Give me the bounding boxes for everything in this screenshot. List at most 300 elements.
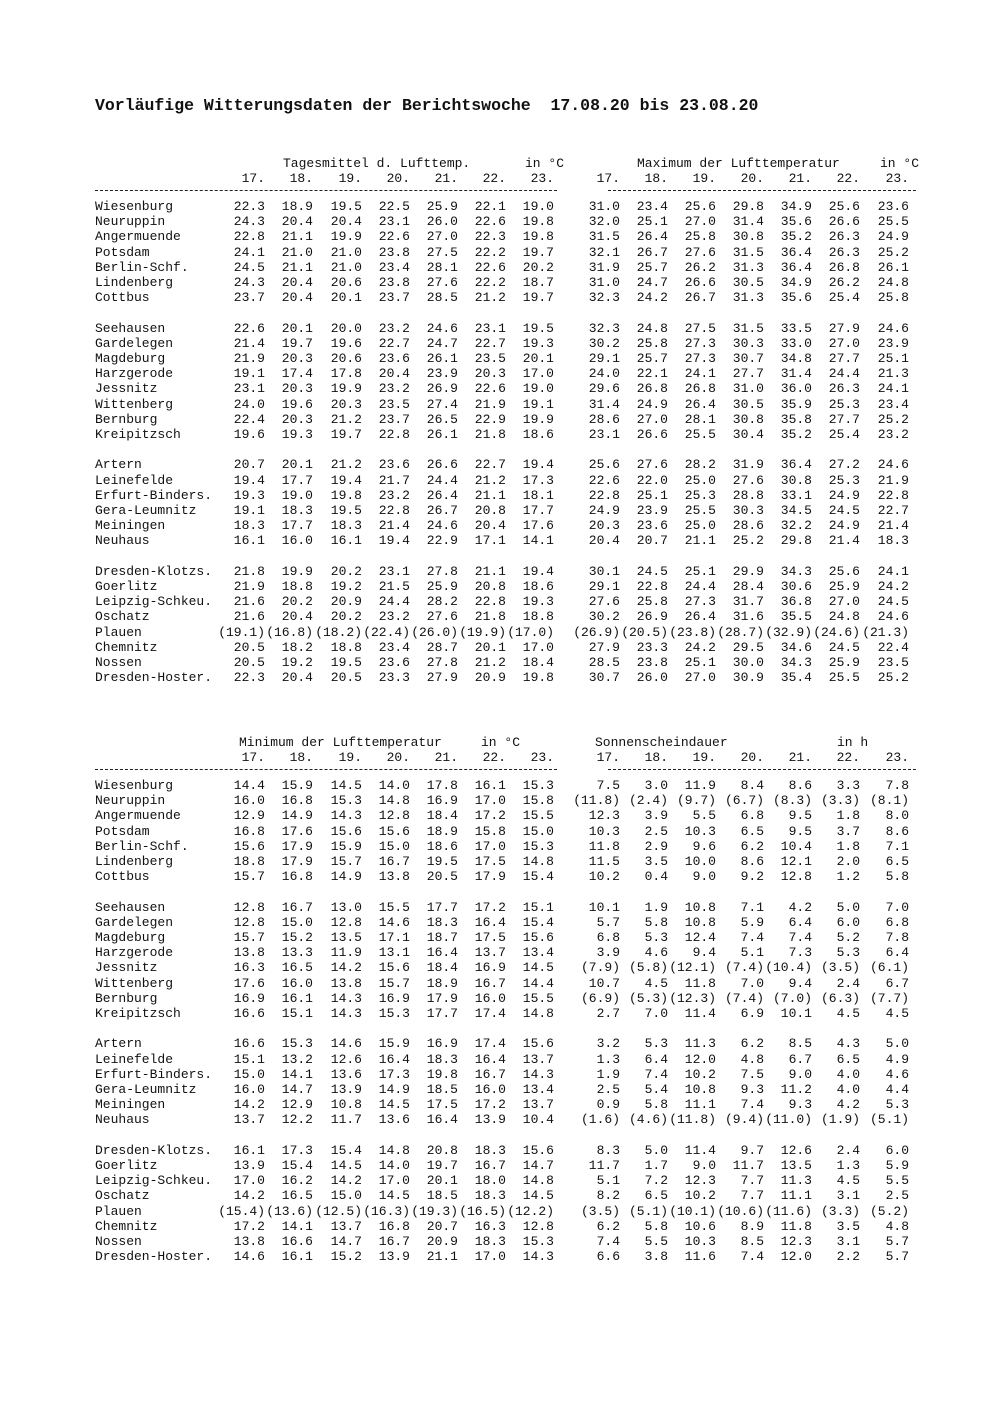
sun-value: 6.2 [740,838,764,854]
sun-value: 9.3 [740,1082,764,1097]
max-value: 26.0 [636,670,668,686]
station-name: Leinefelde [95,1051,174,1067]
min-value: 15.1 [522,899,554,915]
mean-value: 21.2 [474,290,506,306]
mean-value: 22.3 [474,229,506,245]
mean-value: 24.3 [233,275,265,290]
max-value: 35.9 [780,396,812,412]
max-value: 27.6 [588,594,620,610]
mean-value: 18.3 [281,503,313,518]
max-value: 24.8 [828,609,860,625]
mean-value: 19.7 [522,290,554,306]
max-value: 30.4 [732,427,764,442]
min-value: 17.9 [426,990,458,1006]
mean-value: 20.1 [522,351,554,366]
max-value: 30.0 [732,655,764,670]
sun-value: (10.4) [765,960,812,976]
mean-day-header: 22. [482,171,506,186]
mean-value: 24.3 [233,214,265,230]
sun-value: (3.3) [820,793,860,809]
mean-value: 20.6 [330,275,362,290]
mean-value: 22.6 [378,229,410,245]
max-value: 27.0 [828,594,860,610]
max-value: 24.1 [684,366,716,382]
mean-value: 21.5 [378,579,410,594]
min-value: 13.4 [522,945,554,961]
min-value: 14.3 [330,1006,362,1021]
min-value: (12.5) [315,1203,362,1219]
sun-value: 11.7 [588,1158,620,1173]
sun-value: 4.2 [836,1097,860,1113]
mean-value: 21.4 [378,518,410,534]
max-value: 31.4 [588,396,620,412]
mean-value: 20.1 [330,290,362,306]
max-value: 25.9 [828,579,860,594]
min-value: 20.9 [426,1234,458,1249]
max-value: 27.6 [732,472,764,488]
mean-value: 20.3 [330,396,362,412]
mean-header-unit: in °C [525,156,565,171]
max-value: 36.4 [780,457,812,473]
max-value: 30.3 [732,335,764,351]
min-value: 16.9 [233,990,265,1006]
mean-value: 22.6 [474,381,506,397]
mean-value: 21.8 [474,427,506,442]
max-value: 27.9 [588,639,620,655]
min-value: 17.2 [474,1097,506,1113]
max-value: 23.9 [636,503,668,518]
min-value: 11.7 [330,1112,362,1128]
sun-value: (5.1) [869,1112,909,1128]
sun-value: (7.0) [772,990,812,1006]
station-name: Jessnitz [95,960,158,976]
min-value: 15.6 [522,1036,554,1052]
min-value: 15.2 [281,930,313,945]
table-row [0,336,1000,351]
sun-value: (9.7) [676,793,716,809]
station-name: Harzgerode [95,945,174,961]
min-value: 15.0 [330,1188,362,1204]
max-day-header: 22. [836,171,860,186]
station-name: Goerlitz [95,579,158,594]
sun-value: 6.4 [885,945,909,961]
mean-value: 23.2 [378,487,410,503]
min-value: 15.0 [522,823,554,839]
mean-value: 21.9 [233,351,265,366]
min-value: 13.9 [233,1158,265,1173]
mean-value: (17.0) [507,624,554,640]
mean-value: 21.9 [233,579,265,594]
station-name: Nossen [95,1234,142,1249]
mean-value: 19.8 [522,214,554,230]
max-value: 35.2 [780,427,812,442]
max-value: 36.4 [780,259,812,275]
sun-value: 7.4 [596,1234,620,1249]
table-row [0,960,1000,975]
sun-value: 10.4 [780,838,812,854]
min-value: 14.6 [330,1036,362,1052]
mean-value: 19.1 [233,366,265,382]
table-row [0,839,1000,854]
mean-value: 19.1 [233,503,265,518]
sun-value: 1.7 [644,1158,668,1173]
min-value: 16.4 [474,1051,506,1067]
sun-value: 4.5 [885,1006,909,1021]
sun-value: 4.9 [885,1051,909,1067]
max-day-header: 21. [788,171,812,186]
min-value: 14.4 [233,778,265,793]
max-value: 25.4 [828,427,860,442]
min-value: 17.9 [281,854,313,869]
station-name: Chemnitz [95,639,158,655]
max-value: 27.0 [684,214,716,230]
sun-value: 6.8 [885,914,909,930]
sun-value: 10.8 [684,1082,716,1097]
min-value: 12.8 [233,914,265,930]
max-value: 23.1 [588,427,620,442]
mean-value: 23.2 [378,320,410,336]
mean-value: 24.0 [233,396,265,412]
mean-value: 22.9 [474,411,506,427]
max-value: 34.8 [780,351,812,366]
mean-value: 20.5 [233,639,265,655]
sun-value: (6.7) [724,793,764,809]
max-value: 35.4 [780,670,812,686]
max-value: 31.3 [732,259,764,275]
table-row [0,778,1000,793]
sun-value: (8.1) [869,793,909,809]
max-value: 27.3 [684,335,716,351]
max-value: 30.7 [588,670,620,686]
sun-value: 10.2 [684,1188,716,1204]
sun-value: (8.3) [772,793,812,809]
sun-value: 11.4 [684,1006,716,1021]
mean-value: 18.7 [522,275,554,290]
table-row [0,655,1000,670]
mean-value: 18.1 [522,487,554,503]
sun-value: 2.5 [596,1082,620,1097]
max-value: 33.1 [780,487,812,503]
mean-value: 24.4 [426,472,458,488]
sun-value: 5.8 [644,1218,668,1234]
sun-value: 10.6 [684,1218,716,1234]
min-value: (19.3) [411,1203,458,1219]
mean-value: (16.8) [266,624,313,640]
sun-value: 8.6 [788,778,812,793]
min-value: 16.2 [281,1173,313,1189]
max-value: 26.7 [684,290,716,306]
mean-value: 17.6 [522,518,554,534]
sun-value: 8.4 [740,778,764,793]
min-value: 19.7 [426,1158,458,1173]
max-value: 25.5 [828,670,860,686]
mean-value: 23.6 [378,351,410,366]
sun-value: 7.1 [740,899,764,915]
mean-value: 20.2 [281,594,313,610]
mean-value: 27.4 [426,396,458,412]
max-value: 18.3 [877,533,909,549]
sun-value: 5.3 [836,945,860,961]
sun-value: 5.9 [885,1158,909,1173]
max-value: 24.4 [828,366,860,382]
min-value: 10.8 [330,1097,362,1113]
max-value: 20.4 [588,533,620,549]
min-value: 16.7 [474,1066,506,1082]
mean-value: 24.1 [233,244,265,260]
mean-value: 22.7 [474,335,506,351]
sun-value: 7.3 [788,945,812,961]
min-value: 12.9 [281,1097,313,1113]
max-value: 32.2 [780,518,812,534]
max-value: 27.5 [684,320,716,336]
max-value: 25.1 [684,655,716,670]
sun-value: 10.3 [684,1234,716,1249]
mean-value: (26.0) [411,624,458,640]
sun-value: 4.3 [836,1036,860,1052]
min-value: 15.9 [378,1036,410,1052]
sun-value: 10.8 [684,914,716,930]
table-row [0,1219,1000,1234]
max-value: 25.6 [828,563,860,579]
max-value: 25.1 [636,214,668,230]
mean-value: 23.7 [378,411,410,427]
max-value: 30.5 [732,396,764,412]
mean-value: 27.5 [426,244,458,260]
max-value: 21.3 [877,366,909,382]
table-row [0,1036,1000,1051]
mean-value: 23.8 [378,244,410,260]
mean-value: 20.3 [281,351,313,366]
min-value: 13.7 [522,1097,554,1113]
mean-separator [95,190,557,191]
max-value: 24.5 [636,563,668,579]
sun-value: 4.6 [885,1066,909,1082]
sun-value: 1.3 [836,1158,860,1173]
mean-value: (19.9) [459,624,506,640]
max-value: 30.8 [732,229,764,245]
max-value: 35.8 [780,411,812,427]
sun-value: 6.6 [596,1249,620,1265]
max-value: 31.6 [732,609,764,625]
mean-value: 21.6 [233,594,265,610]
sun-value: 3.5 [836,1218,860,1234]
mean-value: 20.4 [281,214,313,230]
max-value: 27.0 [636,411,668,427]
sun-value: 5.8 [644,1097,668,1113]
table-row [0,473,1000,488]
sun-value: (6.3) [820,990,860,1006]
min-value: 18.5 [426,1082,458,1097]
station-name: Artern [95,1036,142,1052]
max-value: 26.3 [828,244,860,260]
mean-value: 18.8 [281,579,313,594]
min-value: 13.8 [233,1234,265,1249]
sun-value: 5.5 [644,1234,668,1249]
min-value: 14.0 [378,1158,410,1173]
sun-value: 4.8 [740,1051,764,1067]
mean-value: 24.6 [426,320,458,336]
mean-value: 20.4 [281,670,313,686]
mean-value: 26.1 [426,427,458,442]
mean-value: 28.5 [426,290,458,306]
mean-value: 20.9 [330,594,362,610]
mean-value: 18.8 [330,639,362,655]
sun-day-header: 17. [596,750,620,765]
sun-value: (3.5) [820,960,860,976]
sun-value: (2.4) [628,793,668,809]
mean-value: 28.1 [426,259,458,275]
min-value: 15.3 [330,793,362,809]
mean-value: 20.5 [233,655,265,670]
min-value: 12.8 [378,808,410,824]
min-value: 16.9 [426,1036,458,1052]
max-value: 34.5 [780,503,812,518]
sun-value: 5.4 [644,1082,668,1097]
sun-value: 8.5 [740,1234,764,1249]
mean-value: 27.8 [426,655,458,670]
sun-value: 6.5 [885,854,909,869]
station-name: Erfurt-Binders. [95,487,213,503]
min-value: 15.3 [522,1234,554,1249]
max-value: 29.6 [588,381,620,397]
min-value: 17.0 [474,793,506,809]
sun-value: 5.3 [885,1097,909,1113]
max-value: 24.0 [588,366,620,382]
max-value: 28.4 [732,579,764,594]
station-name: Kreipitzsch [95,1006,181,1021]
max-value: 25.6 [684,199,716,214]
min-value: 15.4 [522,914,554,930]
min-value: 14.2 [330,1173,362,1189]
mean-day-header: 21. [434,171,458,186]
max-value: 24.2 [636,290,668,306]
mean-value: 21.1 [281,229,313,245]
max-value: 24.2 [684,639,716,655]
mean-value: 19.5 [522,320,554,336]
max-value: 26.4 [684,396,716,412]
max-value: 24.2 [877,579,909,594]
sun-value: 11.8 [780,1218,812,1234]
max-value: 23.8 [636,655,668,670]
max-value: 24.9 [828,487,860,503]
sun-value: 5.5 [692,808,716,824]
mean-value: 22.3 [233,199,265,214]
mean-value: 28.2 [426,594,458,610]
min-value: 16.0 [233,1082,265,1097]
station-name: Berlin-Schf. [95,838,189,854]
table-row [0,214,1000,229]
sun-value: 3.9 [644,808,668,824]
max-value: 23.6 [636,518,668,534]
min-value: 16.4 [426,1112,458,1128]
max-value: 21.4 [828,533,860,549]
table-row [0,1204,1000,1219]
table-row [0,381,1000,396]
mean-value: 20.4 [330,214,362,230]
min-value: 17.8 [426,778,458,793]
station-name: Nossen [95,655,142,670]
sun-value: 11.9 [684,778,716,793]
min-value: 15.5 [378,899,410,915]
table-row [0,229,1000,244]
station-name: Dresden-Klotzs. [95,563,213,579]
max-value: 28.5 [588,655,620,670]
mean-value: 23.8 [378,275,410,290]
sun-value: 2.5 [885,1188,909,1204]
sun-value: 8.6 [885,823,909,839]
mean-value: 17.0 [522,366,554,382]
sun-value: (5.8) [628,960,668,976]
sun-value: 6.4 [788,914,812,930]
mean-value: 22.9 [426,533,458,549]
min-value: 18.0 [474,1173,506,1189]
max-value: 35.2 [780,229,812,245]
max-value: 27.7 [732,366,764,382]
max-value: 23.6 [877,199,909,214]
mean-value: 22.8 [378,427,410,442]
table-row [0,1112,1000,1127]
mean-value: 26.5 [426,411,458,427]
min-value: 17.3 [378,1066,410,1082]
min-value: 15.1 [281,1006,313,1021]
sun-value: (5.3) [628,990,668,1006]
station-name: Wiesenburg [95,778,174,793]
mean-value: 21.9 [474,396,506,412]
station-name: Leipzig-Schkeu. [95,594,213,610]
sun-value: 11.5 [588,854,620,869]
table-row [0,245,1000,260]
mean-value: 21.1 [281,259,313,275]
mean-value: 20.2 [330,609,362,625]
min-value: 12.8 [330,914,362,930]
min-value: 17.5 [474,930,506,945]
sun-value: 11.8 [684,975,716,991]
sun-value: 3.8 [644,1249,668,1265]
station-name: Goerlitz [95,1158,158,1173]
station-name: Berlin-Schf. [95,259,189,275]
min-value: 18.3 [426,914,458,930]
max-value: 22.0 [636,472,668,488]
sun-value: (4.6) [628,1112,668,1128]
min-value: 16.1 [233,1142,265,1158]
min-value: 18.3 [474,1234,506,1249]
mean-value: 18.3 [233,518,265,534]
mean-value: 27.0 [426,229,458,245]
station-name: Plauen [95,624,142,640]
max-value: 23.4 [877,396,909,412]
max-value: 25.1 [684,563,716,579]
min-value: 15.0 [233,1066,265,1082]
table-row [0,1188,1000,1203]
sun-value: 1.8 [836,808,860,824]
max-value: 22.8 [877,487,909,503]
min-value: 16.9 [378,990,410,1006]
mean-day-header: 17. [241,171,265,186]
min-value: 18.3 [474,1142,506,1158]
min-value: 16.1 [281,990,313,1006]
max-value: 34.9 [780,275,812,290]
min-value: 13.3 [281,945,313,961]
station-name: Magdeburg [95,351,166,366]
sun-value: 9.2 [740,869,764,885]
sun-value: 2.5 [644,823,668,839]
sun-value: 10.8 [684,899,716,915]
mean-value: 22.8 [378,503,410,518]
station-name: Dresden-Klotzs. [95,1142,213,1158]
station-name: Jessnitz [95,381,158,397]
min-value: 16.8 [378,1218,410,1234]
max-value: 31.5 [732,320,764,336]
